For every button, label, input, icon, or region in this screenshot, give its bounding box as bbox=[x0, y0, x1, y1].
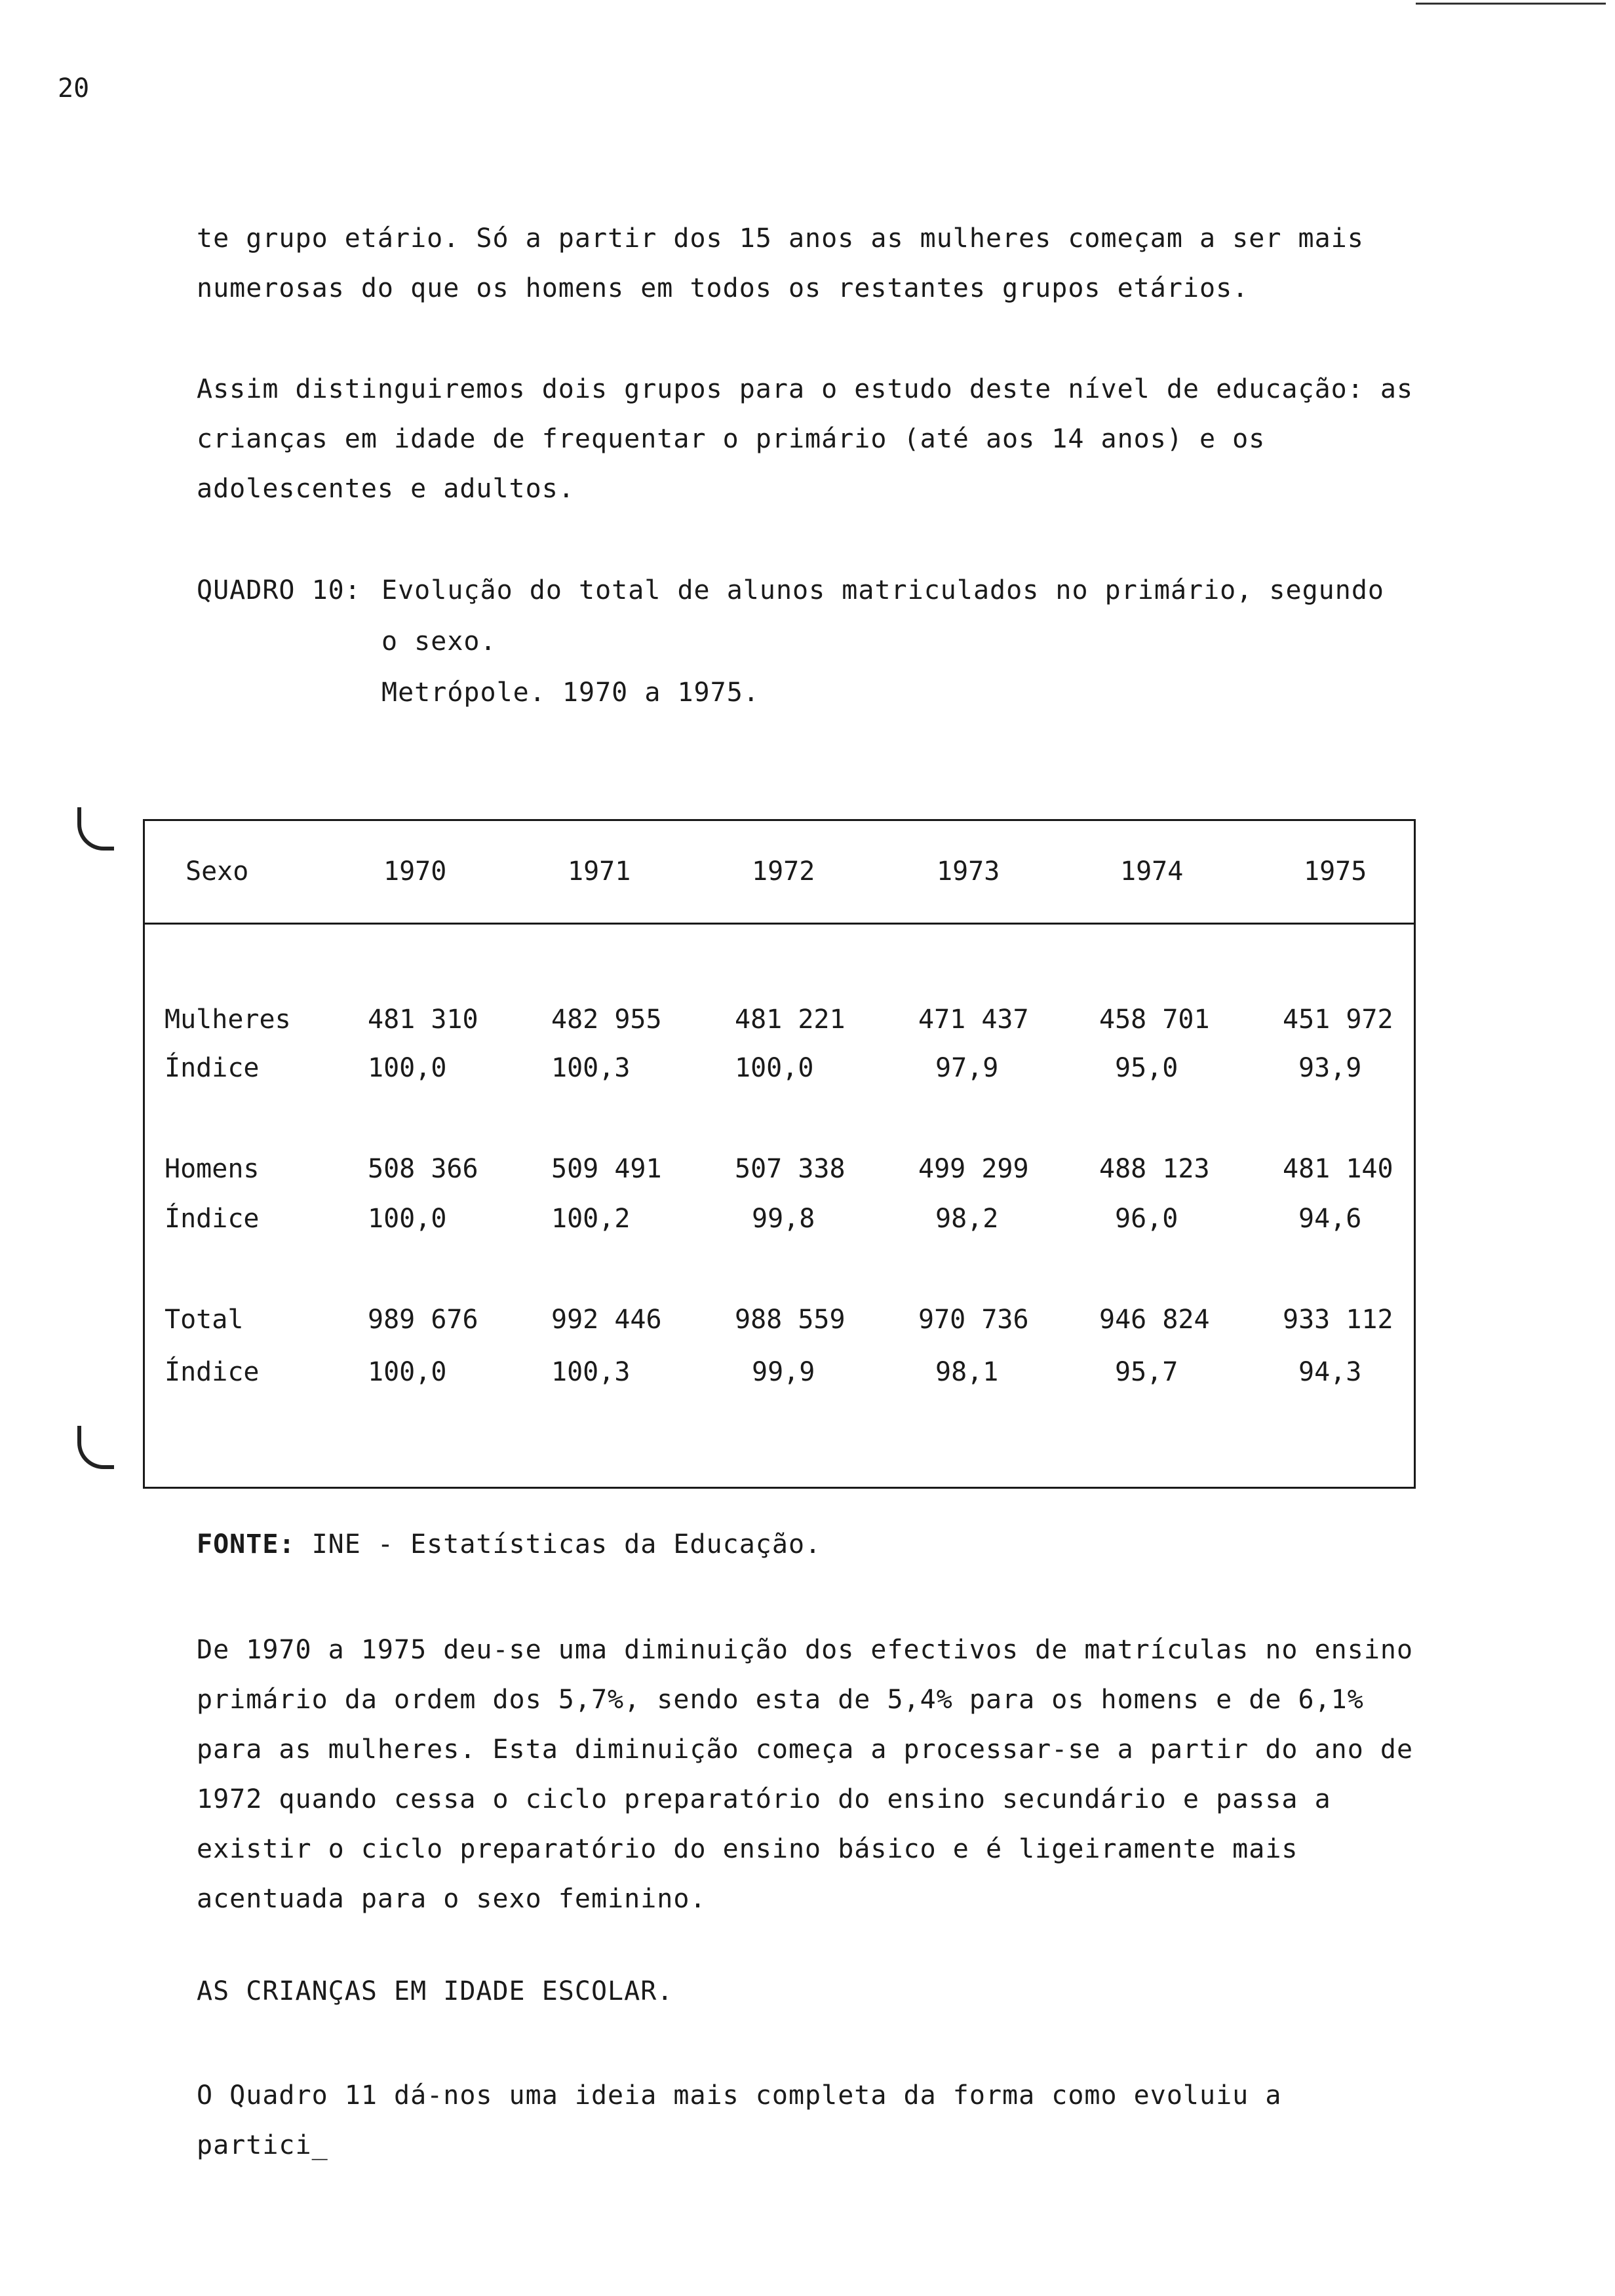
table-cell: 99,9 bbox=[752, 1357, 815, 1387]
table-header-cell: 1973 bbox=[937, 856, 1000, 887]
table-cell: 992 446 bbox=[551, 1305, 662, 1335]
table-row-label: Índice bbox=[165, 1204, 260, 1234]
table-row-label: Mulheres bbox=[165, 1004, 291, 1035]
table-cell: 451 972 bbox=[1283, 1004, 1393, 1035]
table-cell: 95,7 bbox=[1115, 1357, 1178, 1387]
table-cell: 471 437 bbox=[918, 1004, 1029, 1035]
table-header-cell: 1972 bbox=[752, 856, 815, 887]
table-cell: 100,2 bbox=[551, 1204, 631, 1234]
table-cell: 509 491 bbox=[551, 1154, 662, 1184]
table-cell: 507 338 bbox=[735, 1154, 846, 1184]
caption-line-3: Metrópole. 1970 a 1975. bbox=[381, 678, 760, 708]
paragraph-intro: te grupo etário. Só a partir dos 15 anos as mulheres começam a ser mais numerosas do que os homens em todos os restantes grupos etários. bbox=[197, 223, 1364, 303]
table-caption bbox=[197, 565, 1384, 718]
source-text: INE - Estatísticas da Educação. bbox=[311, 1529, 822, 1559]
binding-mark-icon bbox=[77, 807, 114, 851]
table-header-cell: 1970 bbox=[383, 856, 447, 887]
paragraph-analysis: De 1970 a 1975 deu-se uma diminuição dos efectivos de matrículas no ensino primário da ordem dos 5,7%, sendo esta de 5,4% para os homens e de 6,1% para as mulheres. Esta diminuição começa a processar-se a partir do ano de 1972 quando cessa o ciclo preparatório do ensino secundário e passa a existir o ciclo preparatório do ensino básico e é ligeiramente mais acentuada para o sexo feminino. bbox=[197, 1635, 1414, 1914]
table-row-label: Índice bbox=[165, 1053, 260, 1083]
table-cell: 98,2 bbox=[935, 1204, 999, 1234]
table-cell: 481 310 bbox=[368, 1004, 478, 1035]
table-cell: 970 736 bbox=[918, 1305, 1029, 1335]
table-cell: 98,1 bbox=[935, 1357, 999, 1387]
table-cell: 100,0 bbox=[368, 1357, 447, 1387]
table-header-row bbox=[145, 821, 1414, 925]
table-cell: 100,3 bbox=[551, 1053, 631, 1083]
table-row-label: Total bbox=[165, 1305, 244, 1335]
table-cell: 458 701 bbox=[1099, 1004, 1210, 1035]
table-cell: 100,0 bbox=[368, 1053, 447, 1083]
page-number: 20 bbox=[58, 73, 90, 104]
table-source bbox=[197, 1529, 821, 1559]
table-cell: 946 824 bbox=[1099, 1305, 1210, 1335]
table-row-label: Homens bbox=[165, 1154, 260, 1184]
table-cell: 988 559 bbox=[735, 1305, 846, 1335]
paragraph-groups: Assim distinguiremos dois grupos para o estudo deste nível de educação: as crianças em idade de frequentar o primário (até aos 14 anos) e os adolescentes e adultos. bbox=[197, 374, 1414, 504]
caption-line-1: Evolução do total de alunos matriculados no primário, segundo bbox=[381, 575, 1385, 605]
table-cell: 96,0 bbox=[1115, 1204, 1178, 1234]
section-heading: AS CRIANÇAS EM IDADE ESCOLAR. bbox=[197, 1976, 674, 2006]
data-table bbox=[143, 819, 1416, 1489]
table-cell: 94,3 bbox=[1298, 1357, 1362, 1387]
table-cell: 97,9 bbox=[935, 1053, 999, 1083]
table-header-cell: 1971 bbox=[568, 856, 631, 887]
caption-line-2: o sexo. bbox=[381, 626, 497, 657]
binding-mark-icon bbox=[77, 1426, 114, 1469]
top-edge-line bbox=[1416, 3, 1606, 5]
table-cell: 508 366 bbox=[368, 1154, 478, 1184]
table-cell: 488 123 bbox=[1099, 1154, 1210, 1184]
table-cell: 933 112 bbox=[1283, 1305, 1393, 1335]
table-cell: 499 299 bbox=[918, 1154, 1029, 1184]
table-cell: 93,9 bbox=[1298, 1053, 1362, 1083]
table-cell: 100,0 bbox=[368, 1204, 447, 1234]
table-cell: 95,0 bbox=[1115, 1053, 1178, 1083]
table-cell: 989 676 bbox=[368, 1305, 478, 1335]
table-cell: 482 955 bbox=[551, 1004, 662, 1035]
table-cell: 99,8 bbox=[752, 1204, 815, 1234]
table-header-cell: 1974 bbox=[1120, 856, 1184, 887]
source-label: FONTE: bbox=[197, 1529, 296, 1559]
table-cell: 100,0 bbox=[735, 1053, 814, 1083]
table-header-cell: Sexo bbox=[185, 856, 249, 887]
table-header-cell: 1975 bbox=[1304, 856, 1367, 887]
caption-label: QUADRO 10: bbox=[197, 575, 361, 605]
table-row-label: Índice bbox=[165, 1357, 260, 1387]
table-cell: 481 140 bbox=[1283, 1154, 1393, 1184]
paragraph-continuation: O Quadro 11 dá-nos uma ideia mais completa da forma como evoluiu a partici_ bbox=[197, 2080, 1282, 2160]
table-cell: 94,6 bbox=[1298, 1204, 1362, 1234]
table-cell: 100,3 bbox=[551, 1357, 631, 1387]
table-cell: 481 221 bbox=[735, 1004, 846, 1035]
